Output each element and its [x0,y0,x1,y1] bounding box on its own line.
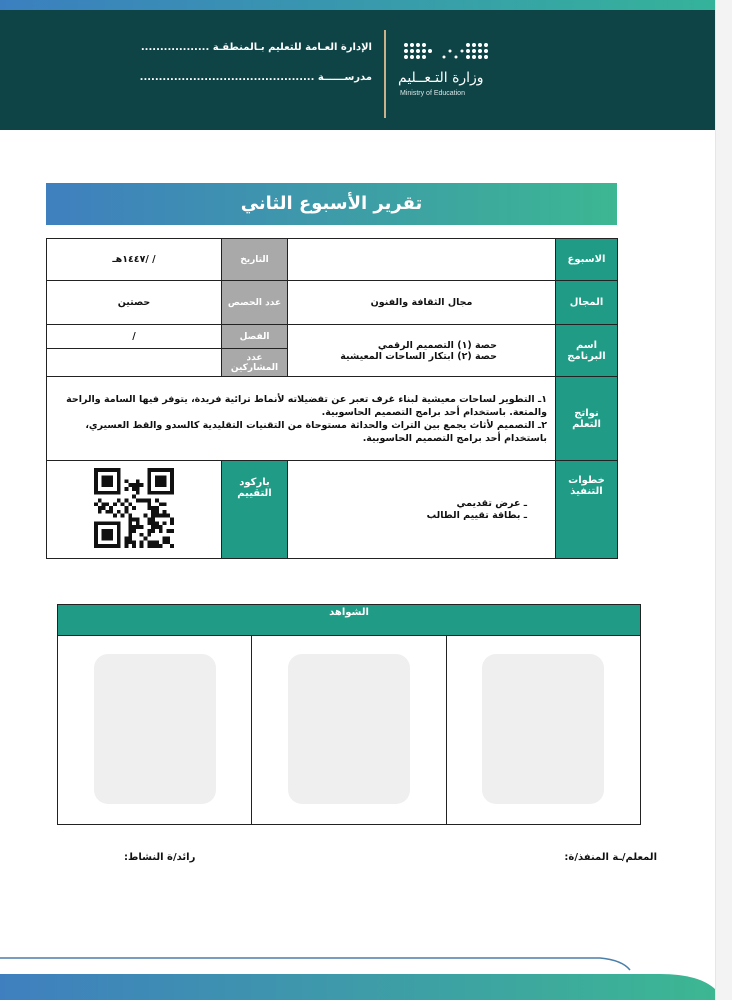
evidence-slot [58,636,252,825]
table-row [58,605,641,636]
table-row [58,636,641,825]
qr-code-cell [47,461,222,559]
program-label: اسم البرنامج [556,325,618,377]
table-row [47,377,618,461]
sessions-value: حصتين [47,281,222,325]
table-row [47,239,618,281]
week-value [288,239,556,281]
table-row [47,461,618,559]
evidence-slot [446,636,640,825]
report-title: تقرير الأسبوع الثاني [46,183,617,225]
evidence-table [57,604,641,825]
outcomes-value [47,377,556,461]
evidence-title: الشواهد [58,605,641,636]
ministry-name-arabic: وزارة التـعــليم [398,70,484,86]
teacher-signature-label: المعلم/ـة المنفذ/ة: [564,852,657,863]
participants-value [47,349,222,377]
top-gradient-strip [0,0,716,10]
activity-leader-signature-label: رائد/ة النشاط: [124,852,196,863]
ministry-header [0,10,716,130]
program-line: حصة (٢) ابتكار الساحات المعيشية [340,350,497,362]
program-value [288,325,556,377]
directorate-line: الإدارة العـامة للتعليم بـالمنطقـة .................. [140,42,372,53]
ministry-logo-icon [400,40,492,64]
week-label: الاسبوع [556,239,618,281]
scrollbar[interactable] [715,0,732,1000]
evidence-placeholder [94,654,216,804]
outcome-item: ١ـ التطوير لساحات معيشية لبناء غرف تعبر عن تفضيلاته لأنماط ترائية فريدة، يتوفر فيها السامة والراحة والمتعة. باستخدام أحد برامج التصميم الحاسوبية. [66,393,547,418]
class-label: الفصل [222,325,288,349]
outcomes-label: نواتج التعلم [556,377,618,461]
field-label: المجال [556,281,618,325]
header-divider [384,30,386,118]
step-item: ـ عرض تقديمي [456,497,527,509]
program-line: حصة (١) التصميم الرقمي [377,339,497,351]
field-value: مجال الثقافة والفنون [288,281,556,325]
evidence-placeholder [482,654,604,804]
school-line: مدرســــــة .............................................. [139,72,372,83]
table-row [47,325,618,349]
date-label: التاريخ [222,239,288,281]
date-value: / /١٤٤٧هـ [47,239,222,281]
steps-value [288,461,556,559]
class-value: / [47,325,222,349]
footer-decoration [0,930,716,1000]
step-item: ـ بطاقة تقييم الطالب [426,509,527,521]
qr-code-icon [94,468,174,548]
sessions-label: عدد الحصص [222,281,288,325]
table-row [47,281,618,325]
participants-label: عدد المشاركين [222,349,288,377]
ministry-name-english: Ministry of Education [400,90,465,97]
barcode-label: باركود التقييم [222,461,288,559]
steps-label: خطوات التنفيذ [556,461,618,559]
evidence-placeholder [288,654,410,804]
report-table [46,238,618,559]
evidence-slot [252,636,446,825]
outcome-item: ٢ـ التصميم لأثاث يجمع بين التراث والحداثة مستوحاة من التقنيات التقليدية كالسدو والقط العسيري، باستخدام أحد برامج التصميم الحاسوبية. [85,419,547,444]
